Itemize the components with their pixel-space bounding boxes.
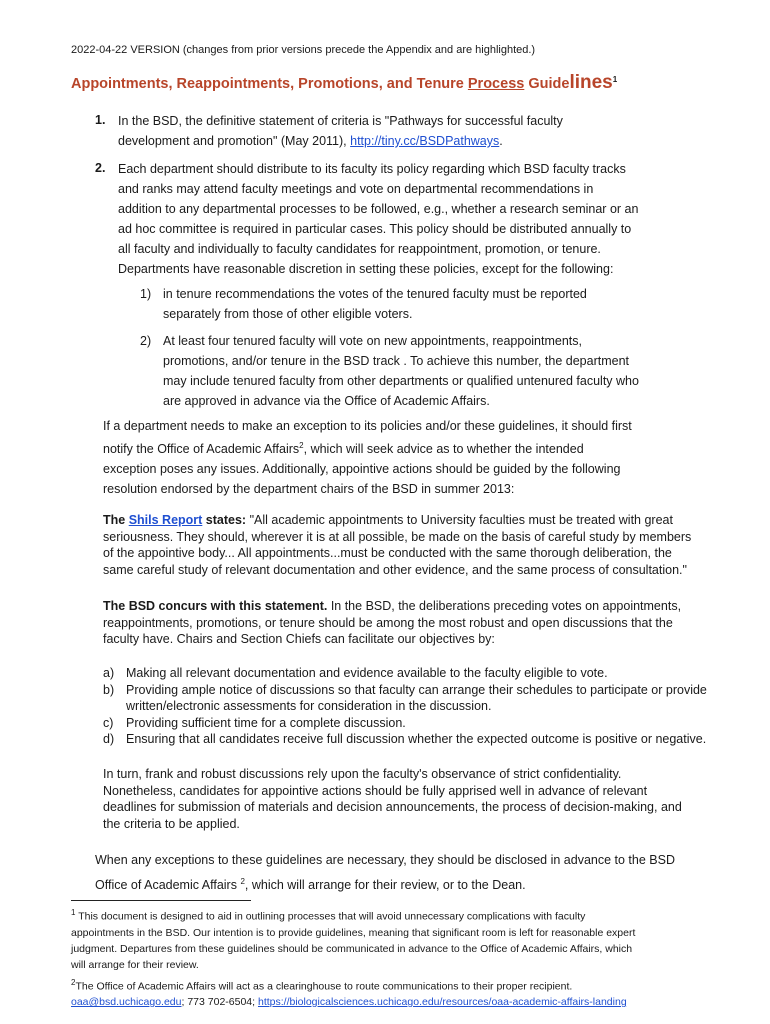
- oaa-website-link[interactable]: https://biologicalsciences.uchicago.edu/resources/oaa-academic-affairs-landing: [257, 996, 627, 1008]
- objectives-list: [103, 665, 707, 748]
- footnote-ref: 1: [612, 75, 618, 85]
- subitem-number: 2): [140, 334, 152, 348]
- list-item: c) Providing sufficient time for a complete discussion.: [103, 715, 406, 730]
- footnote-divider: [71, 900, 251, 901]
- concurs-paragraph: The BSD concurs with this statement. In the BSD, the deliberations preceding votes on appointments, reappointments, promotions, or tenure should be among the most robust and open discussions that the faculty have. Chairs and Section Chiefs can facilitate our objectives by:: [103, 599, 682, 646]
- item-number: 2.: [95, 161, 106, 175]
- item-number: 1.: [95, 113, 106, 127]
- footnotes: $^1$ This document is designed to aid in outlining processes that will avoid unnecessary complications with faculty appointments in the BSD. Our intention is to provide guidelines, meaning that significant room is left for reasonable expert judgment. Departures from these guidelines should be communicated in advance to the Office of Academic Affairs, which will arrange for their review. $^2$The Office of Academic Affairs will act as a clearinghouse to route communications to their proper recipient. oaa@bsd.uchicago.edu; 773 702-6504; https://biologicalsciences.uchicago.edu/resources/oaa-academic-affairs-landing: [71, 905, 731, 1010]
- exception-paragraph: If a department needs to make an exception to its policies and/or these guidelines, it should first notify the Office of Academic Affairs$^2$, which will seek advice as to whether the intended exception poses any issues. Additionally, appointive actions should be guided by the following resolution endorsed by the department chairs of the BSD in summer 2013:: [103, 419, 632, 497]
- item-text: In the BSD, the definitive statement of criteria is "Pathways for successful faculty development and promotion" (May 2011), http://tiny.cc/BSDPathways.: [118, 114, 563, 148]
- list-item: b) Providing ample notice of discussions so that faculty can arrange their schedules to participate or provide written/electronic assessments for consideration in the discussion.: [103, 682, 707, 713]
- subitem-text: At least four tenured faculty will vote on new appointments, reappointments, promotions, and/or tenure in the BSD track . To achieve this number, the department may include tenured faculty from other departments or qualified untenured faculty who are approved in advance via the Office of Academic Affairs.: [163, 334, 639, 408]
- subitem-number: 1): [140, 287, 152, 301]
- pathways-link[interactable]: http://tiny.cc/BSDPathways: [350, 134, 500, 148]
- item-text: Each department should distribute to its faculty its policy regarding which BSD faculty tracks and ranks may attend faculty meetings and vote on departmental recommendations in addition to any departmental processes to be followed, e.g., whether a research seminar or an ad hoc committee is required in particular cases. This policy should be distributed annually to all faculty and individually to faculty candidates for reappointment, promotion, or tenure. Departments have reasonable discretion in setting these policies, except for the following:: [118, 162, 639, 276]
- list-item: d) Ensuring that all candidates receive full discussion whether the expected outcome is positive or negative.: [103, 732, 707, 746]
- shils-quote: The Shils Report states: "All academic appointments to University faculties must be treated with great seriousness. They should, wherever it is at all possible, be made on the basis of careful study by members of the appointive body... All appointments...must be conducted with the same thorough deliberation, the same careful study of relevant documentation and other evidence, and the same process of consultation.": [103, 513, 692, 577]
- confidentiality-paragraph: In turn, frank and robust discussions rely upon the faculty's observance of strict confidentiality. Nonetheless, candidates for appointive actions should be fully apprised well in advance of relevant deadlines for submission of materials and decision announcements, the process of decision-making, and the criteria to be applied.: [103, 767, 682, 831]
- list-item: a) Making all relevant documentation and evidence available to the faculty eligible to vote.: [103, 666, 608, 680]
- footnote-1: $^1$ This document is designed to aid in outlining processes that will avoid unnecessary complications with faculty: [71, 908, 586, 923]
- version-note: 2022-04-22 VERSION (changes from prior versions precede the Appendix and are highlighted.): [71, 44, 536, 56]
- exceptions-paragraph: When any exceptions to these guidelines are necessary, they should be disclosed in advance to the BSD Office of Academic Affairs $^2$, which will arrange for their review, or to the Dean.: [95, 853, 675, 893]
- page-title: Appointments, Reappointments, Promotions, and Tenure Process Guidelines$^1$: [71, 72, 618, 93]
- subitem-text: in tenure recommendations the votes of the tenured faculty must be reported separately from those of other eligible voters.: [163, 287, 587, 321]
- shils-report-link[interactable]: Shils Report: [128, 513, 203, 527]
- oaa-email-link[interactable]: oaa@bsd.uchicago.edu: [71, 996, 182, 1008]
- footnote-2: $^2$The Office of Academic Affairs will act as a clearinghouse to route communications to their proper recipient.: [71, 977, 573, 992]
